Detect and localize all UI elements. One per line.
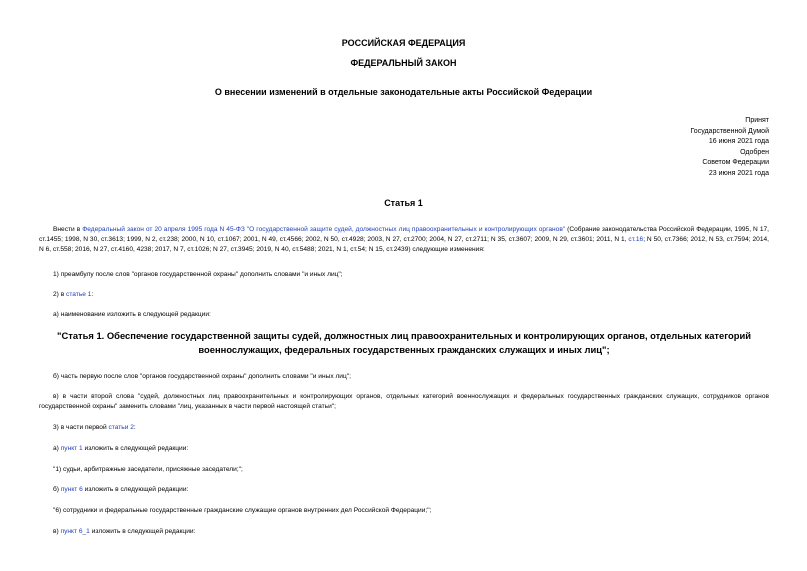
new-article-title-quote: "Статья 1. Обеспечение государственной защиты судей, должностных лиц правоохранительных и контролирующих органов, отдельных категорий военнослужащих, федеральных государственных гражданских служащих и иных лиц"; <box>57 330 751 355</box>
intro-text-post: ; N 50, ст.7366; 2012, N 53, ст.7594; 2014, N 6, ст.558; 2016, N 27, ст.4160, 4238; 2017, N 7, ст.1026; N 27, ст.3945; 2019, N 40, ст.5488; 2021, N 1, ст.54; N 15, ст.2439) следующие изменения: <box>39 236 769 254</box>
accepted-label: Принят <box>745 117 769 124</box>
duma-date: 16 июня 2021 года <box>708 138 769 146</box>
council-label: Советом Федерации <box>702 159 769 167</box>
federation-heading: РОССИЙСКАЯ ФЕДЕРАЦИЯ <box>341 38 466 48</box>
item-2-post: : <box>91 291 94 298</box>
law-title: О внесении изменений в отдельные законодательные акты Российской Федерации <box>214 87 593 97</box>
item-2b-paragraph: б) часть первую после слов "органов государственной охраны" дополнить словами "и иных лиц"; <box>53 373 351 380</box>
item-3-paragraph <box>39 423 769 433</box>
item-2v-paragraph: в) в части второй слова "судей, должностных лиц правоохранительных и контролирующих органов, отдельных категорий военнослужащих и федеральных государственных гражданских служащих, сотрудников органов государственной охраны" заменить словами "лиц, указанных в части первой настоящей статьи"; <box>39 393 769 411</box>
intro-text-mid: (Собрание законодательства Российской Федерации, 1995, N 17, ст.1455; 1998, N 30, ст.3613; 1999, N 2, ст.238; 2000, N 10, ст.1067; 2001, N 49, ст.4566; 2002, N 50, ст.4928; 2003, N 27, ст.2700; 2004, N 27, ст.2711; N 35, ст.3607; 2009, N 29, ст.3601; 2011, N 1, <box>39 226 769 244</box>
item-3-post: : <box>133 424 136 431</box>
item-3v-post: изложить в следующей редакции: <box>89 528 196 535</box>
item-3-pre: 3) в части первой <box>53 424 109 431</box>
item-2-paragraph <box>39 290 769 300</box>
duma-label: Государственной Думой <box>690 127 769 135</box>
item-3b-pre: б) <box>53 486 61 493</box>
item-3b-paragraph <box>39 485 769 495</box>
law-45fz-link[interactable]: Федеральный закон от 20 апреля 1995 года N 45-ФЗ "О государственной защите судей, должностных лиц правоохранительных и контролирующих органов" <box>82 226 566 233</box>
article-1-link[interactable]: статье 1 <box>66 291 92 298</box>
council-date: 23 июня 2021 года <box>708 169 769 177</box>
st16-link[interactable]: ст.16 <box>628 236 644 244</box>
point-6-link[interactable]: пункт 6 <box>60 486 83 493</box>
item-3b-text: "6) сотрудники и федеральные государственные гражданские служащие органов внутренних дел Российской Федерации;"; <box>53 507 432 514</box>
approved-label: Одобрен <box>740 148 769 156</box>
item-3v-pre: в) <box>53 528 61 535</box>
item-3b-post: изложить в следующей редакции: <box>82 486 189 493</box>
item-3a-paragraph <box>39 444 769 454</box>
item-2-pre: 2) в <box>53 291 67 298</box>
item-1-paragraph: 1) преамбулу после слов "органов государственной охраны" дополнить словами "и иных лиц"; <box>53 271 343 278</box>
article-heading: Статья 1 <box>384 198 423 208</box>
point-6-1-link[interactable]: пункт 6_1 <box>60 528 90 535</box>
item-2a-paragraph: а) наименование изложить в следующей редакции: <box>53 311 211 318</box>
adoption-block <box>690 116 769 180</box>
law-type-heading: ФЕДЕРАЛЬНЫЙ ЗАКОН <box>350 58 457 68</box>
article-2-link[interactable]: статьи 2 <box>108 424 134 431</box>
item-3v-paragraph <box>39 527 769 537</box>
intro-paragraph <box>39 225 769 256</box>
intro-text-pre: Внести в <box>53 226 83 233</box>
item-3a-text: "1) судьи, арбитражные заседатели, присяжные заседатели;"; <box>53 466 243 473</box>
item-3a-pre: а) <box>53 445 61 452</box>
point-1-link[interactable]: пункт 1 <box>60 445 83 452</box>
item-3a-post: изложить в следующей редакции: <box>82 445 189 452</box>
